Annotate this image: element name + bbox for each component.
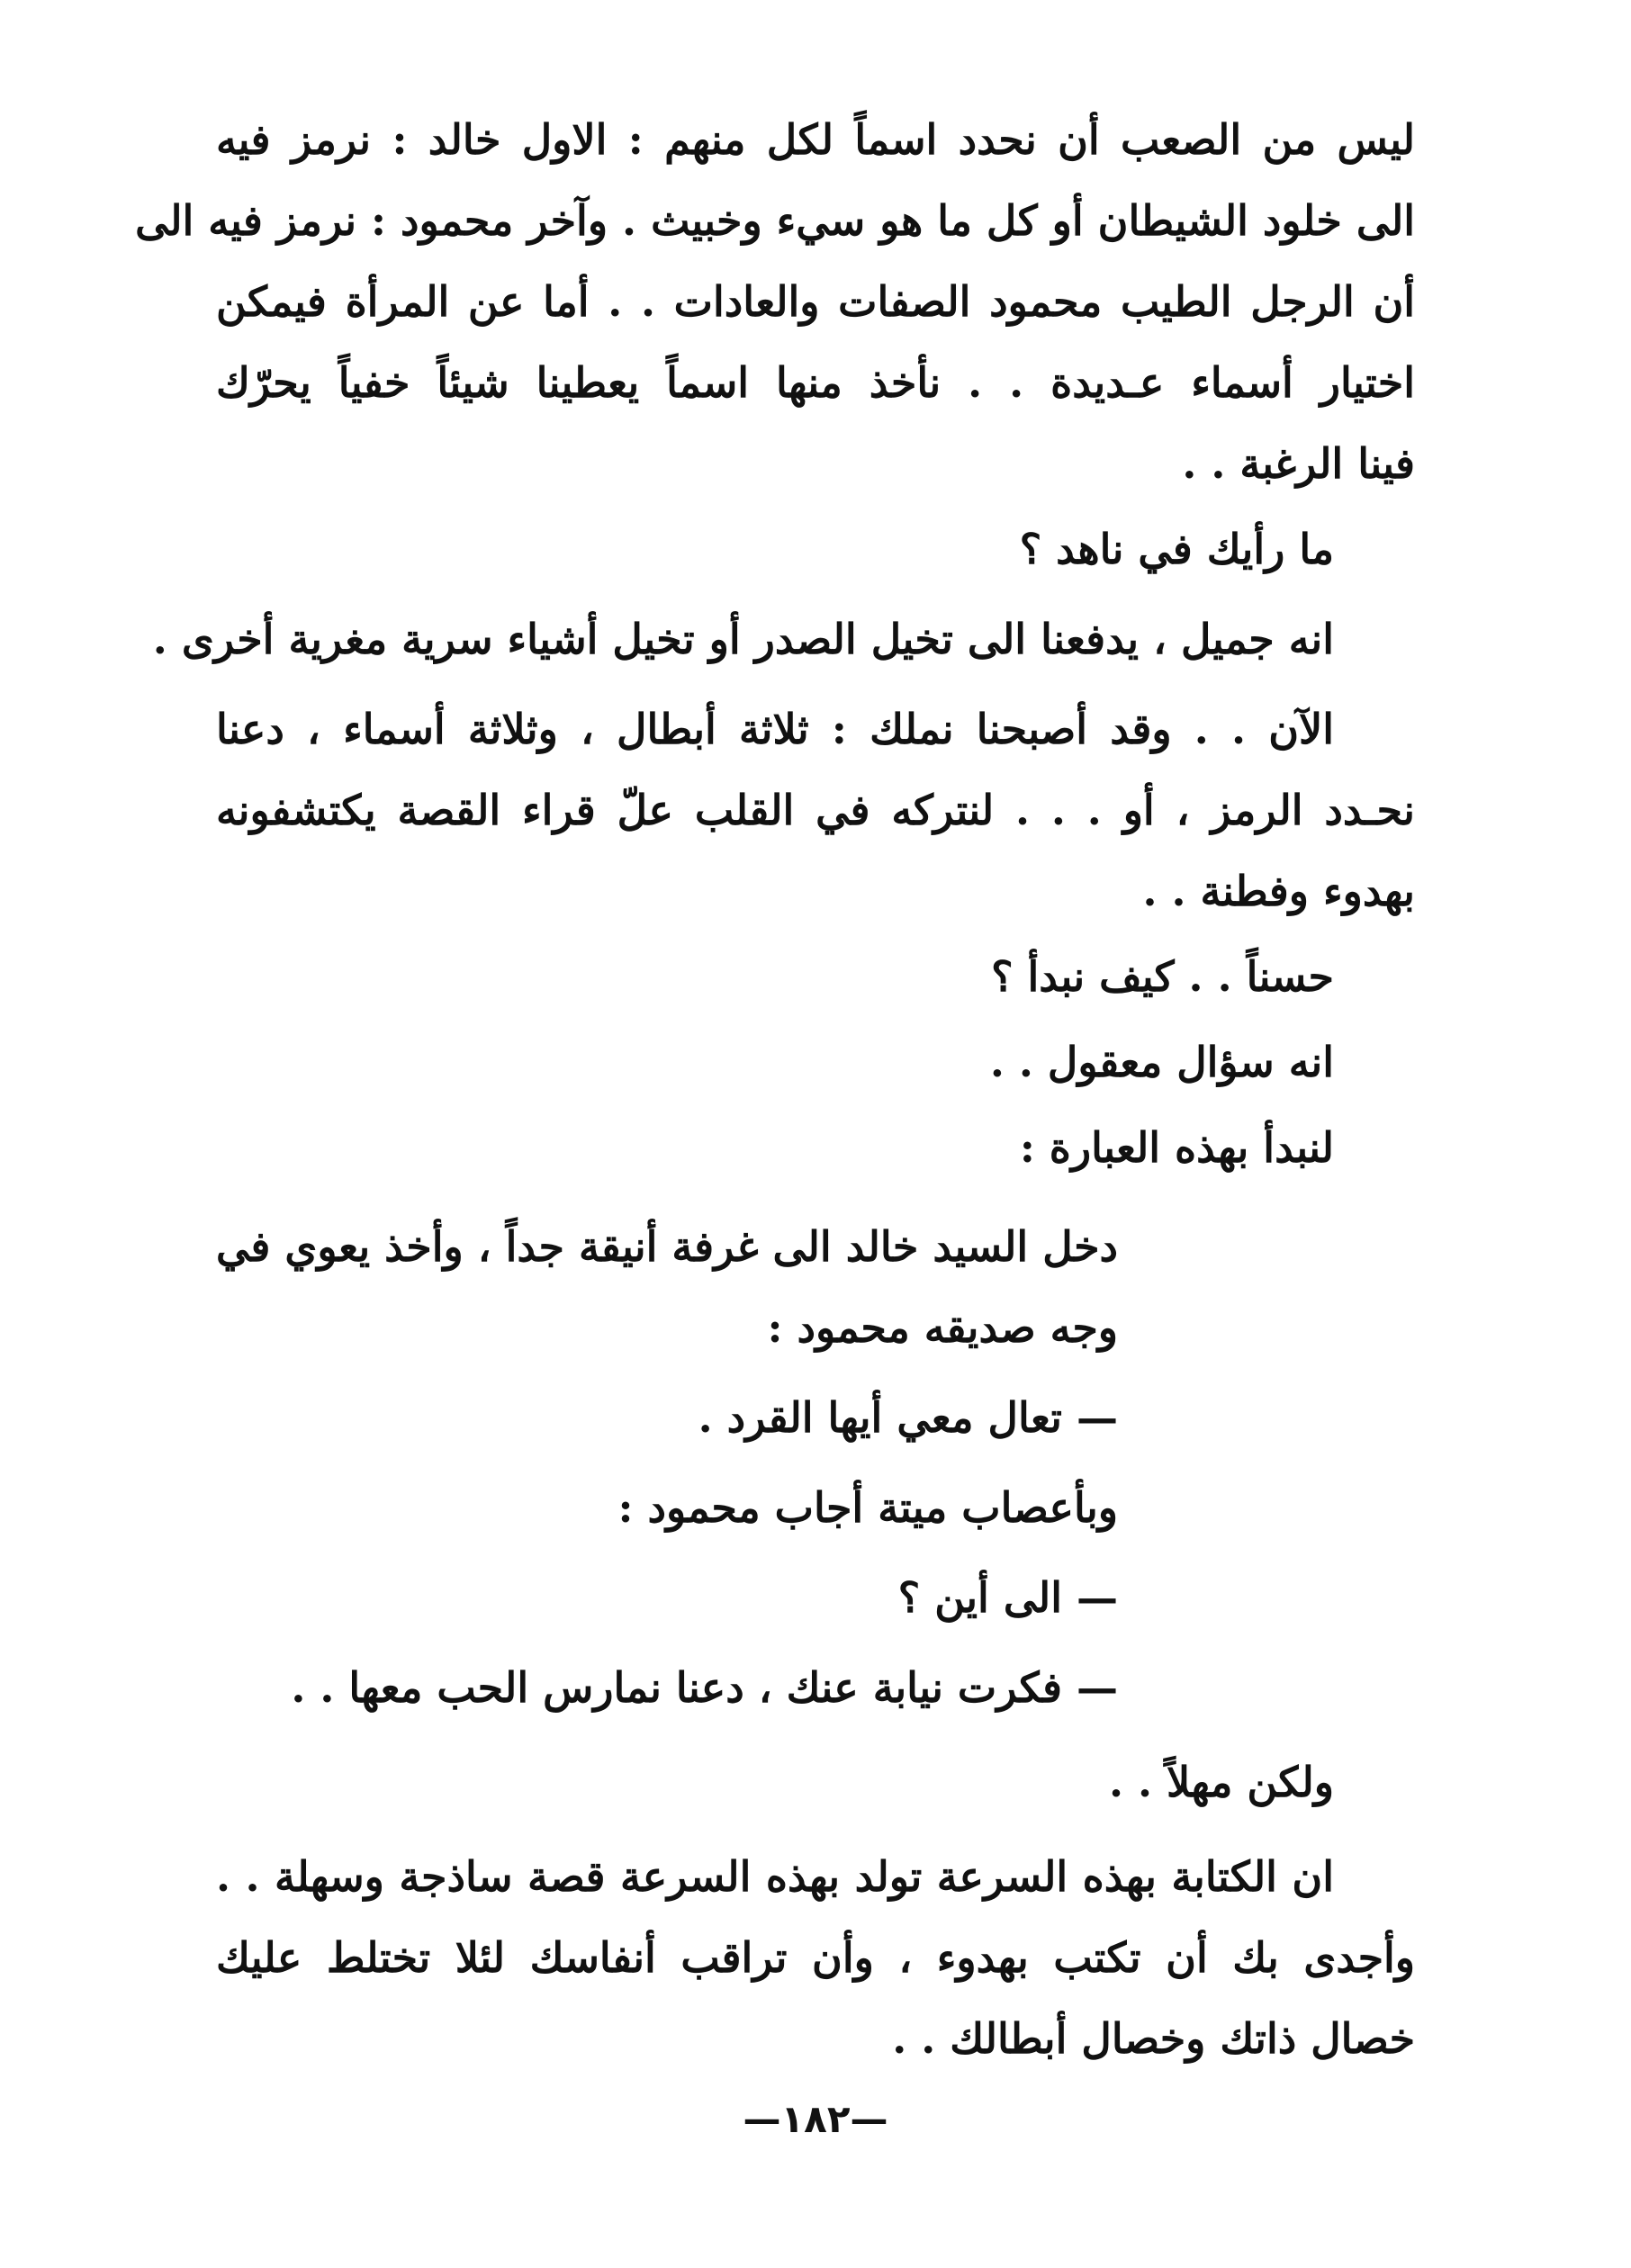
page-number: —١٨٢— <box>743 2097 888 2141</box>
text-line: خصال ذاتك وخصال أبطالك . . <box>892 2014 1415 2063</box>
text-line: ليس من الصعب أن نحدد اسماً لكل منهم : الاول خالد : نرمز فيه <box>216 115 1416 164</box>
text-line: ولكن مهلاً . . <box>1108 1758 1334 1806</box>
text-line: أن الرجل الطيب محمود الصفات والعادات . . أما عن المرأة فيمكن <box>216 277 1415 326</box>
text-line: نحـدد الرمز ، أو . . . لنتركه في القلب علّ قراء القصة يكتشفونه <box>216 786 1415 834</box>
text-line: حسناً . . كيف نبدأ ؟ <box>991 952 1334 1001</box>
text-line: ان الكتابة بهذه السرعة تولد بهذه السرعة قصة ساذجة وسهلة . . <box>216 1852 1334 1901</box>
quote-line: — تعال معي أيها القرد . <box>698 1393 1118 1442</box>
text-line: فينا الرغبة . . <box>1182 439 1415 488</box>
quote-line: — فكرت نيابة عنك ، دعنا نمارس الحب معها . . <box>291 1663 1118 1712</box>
text-line: الى خلود الشيطان أو كل ما هو سيء وخبيث . وآخر محمود : نرمز فيه الى <box>135 196 1415 245</box>
text-line: اختيار أسماء عـديدة . . نأخذ منها اسماً يعطينا شيئاً خفياً يحرّك <box>216 358 1415 407</box>
quote-line: وبأعصاب ميتة أجاب محمود : <box>617 1483 1118 1532</box>
text-line: بهدوء وفطنة . . <box>1142 867 1415 915</box>
quote-line: دخل السيد خالد الى غرفة أنيقة جداً ، وأخذ يعوي في <box>216 1222 1118 1271</box>
text-line: الآن . . وقد أصبحنا نملك : ثلاثة أبطال ، وثلاثة أسماء ، دعنا <box>216 705 1334 753</box>
text-line: انه جميل ، يدفعنا الى تخيل الصدر أو تخيل أشياء سرية مغرية أخرى . <box>152 615 1334 663</box>
quote-line: وجه صديقه محمود : <box>767 1303 1118 1352</box>
text-line: وأجدى بك أن تكتب بهدوء ، وأن تراقب أنفاسك لئلا تختلط عليك <box>216 1933 1415 1982</box>
text-line: انه سؤال معقول . . <box>989 1038 1334 1086</box>
quote-line: — الى أين ؟ <box>897 1573 1118 1622</box>
text-line: لنبدأ بهذه العبارة : <box>1019 1123 1334 1172</box>
text-line: ما رأيك في ناهد ؟ <box>1019 525 1334 573</box>
